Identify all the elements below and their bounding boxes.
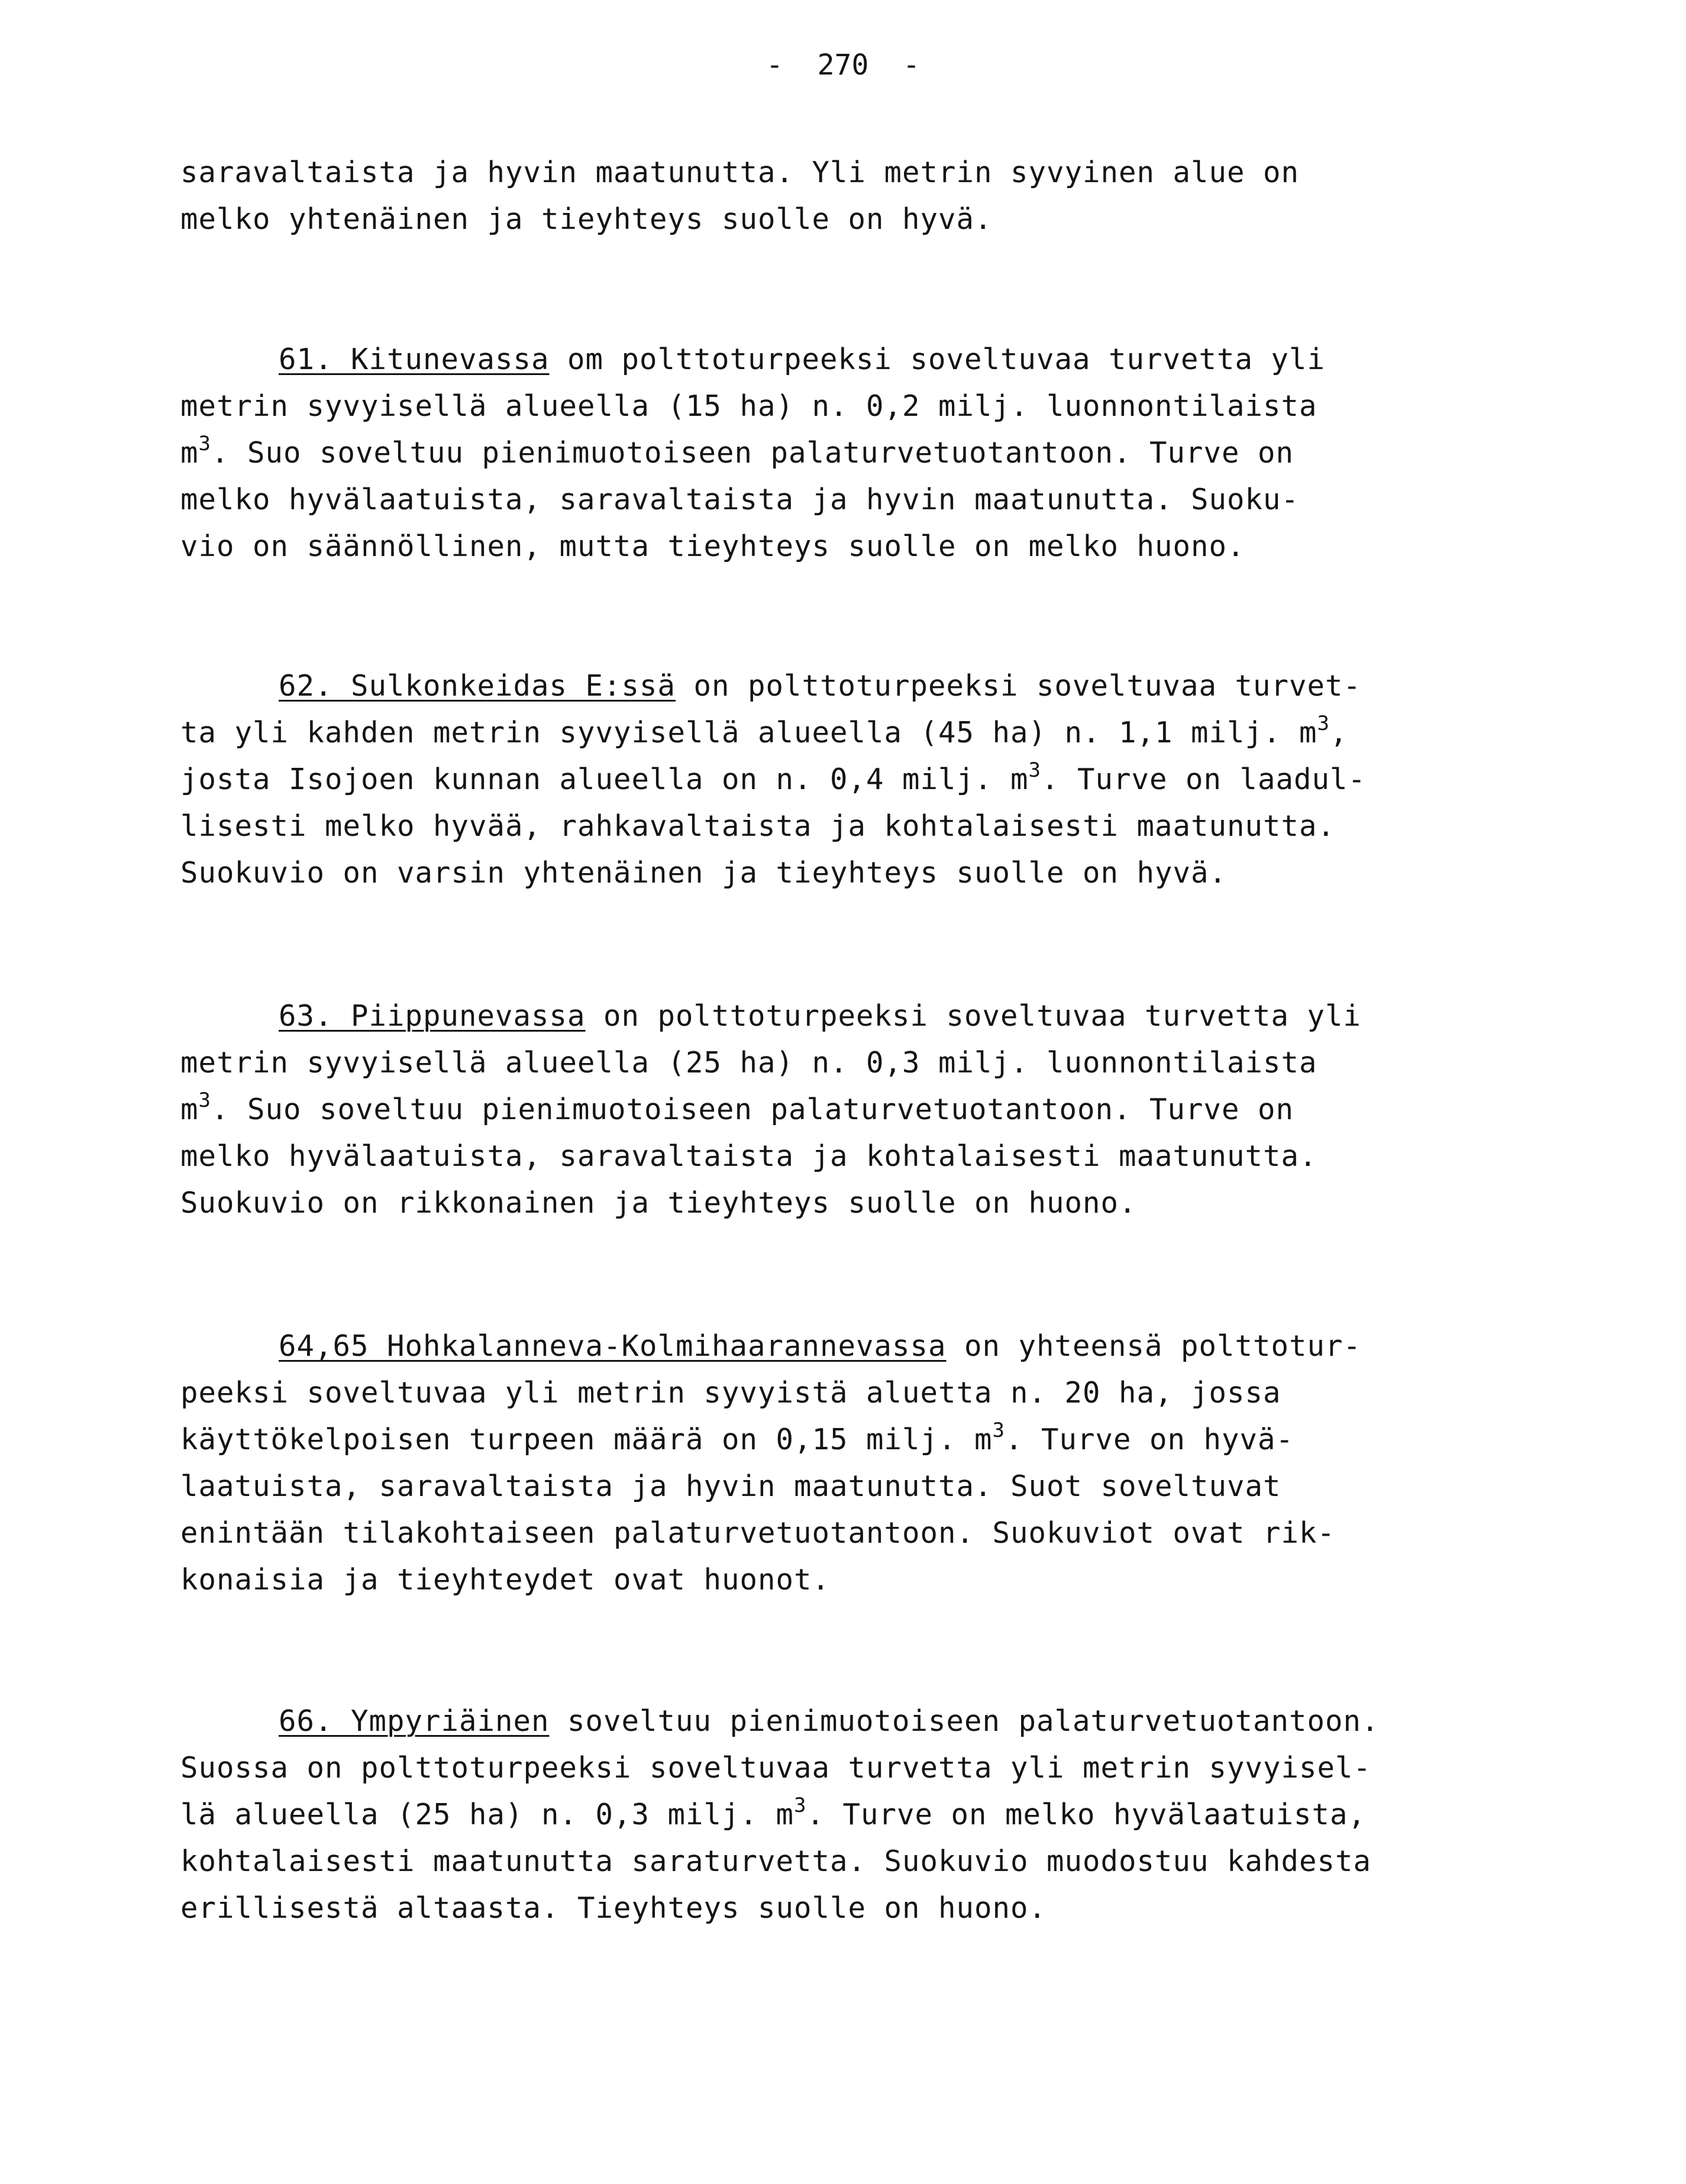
- bog-heading: 66. Ympyriäinen: [279, 1704, 550, 1738]
- line-text: laatuista, saravaltaista ja hyvin maatunutta. Suot soveltuvat: [180, 1469, 1281, 1503]
- text-line: [180, 1556, 1506, 1603]
- line-text: Suokuvio on rikkonainen ja tieyhteys suolle on huono.: [180, 1186, 1137, 1220]
- line-text: käyttökelpoisen turpeen määrä on 0,15 milj. m: [180, 1423, 993, 1456]
- paragraph: [180, 336, 1506, 570]
- text-line: [180, 993, 1506, 1039]
- paragraph: [180, 663, 1506, 896]
- text-line: [180, 1791, 1506, 1838]
- page-number: - 270 -: [766, 49, 920, 82]
- text-line: [180, 429, 1506, 476]
- line-text: konaisia ja tieyhteydet ovat huonot.: [180, 1563, 831, 1597]
- superscript-exponent: 3: [198, 1088, 211, 1112]
- bog-heading: 61. Kitunevassa: [279, 343, 550, 376]
- text-line: [180, 383, 1506, 429]
- text-line: [180, 196, 1506, 243]
- line-text: metrin syvyisellä alueella (15 ha) n. 0,2 milj. luonnontilaista: [180, 389, 1317, 423]
- line-text: on yhteensä polttotur-: [946, 1329, 1362, 1363]
- text-line: [180, 803, 1506, 849]
- superscript-exponent: 3: [1317, 711, 1330, 735]
- line-text: metrin syvyisellä alueella (25 ha) n. 0,3 milj. luonnontilaista: [180, 1046, 1317, 1080]
- text-line: [180, 523, 1506, 570]
- line-text: lisesti melko hyvää, rahkavaltaista ja kohtalaisesti maatunutta.: [180, 809, 1336, 843]
- text-line: [180, 1369, 1506, 1416]
- line-text: m: [180, 1093, 199, 1126]
- line-text: josta Isojoen kunnan alueella on n. 0,4 milj. m: [180, 763, 1029, 796]
- line-text: m: [180, 436, 199, 470]
- line-text: vio on säännöllinen, mutta tieyhteys suolle on melko huono.: [180, 529, 1245, 563]
- line-text: . Suo soveltuu pienimuotoiseen palaturvetuotantoon. Turve on: [211, 1093, 1294, 1126]
- paragraph: [180, 1698, 1506, 1931]
- line-text: peeksi soveltuvaa yli metrin syvyistä aluetta n. 20 ha, jossa: [180, 1376, 1281, 1410]
- line-text: om polttoturpeeksi soveltuvaa turvetta yli: [549, 343, 1326, 376]
- text-line: [180, 1086, 1506, 1133]
- text-line: [180, 476, 1506, 523]
- superscript-exponent: 3: [992, 1418, 1006, 1442]
- line-text: Suokuvio on varsin yhtenäinen ja tieyhteys suolle on hyvä.: [180, 856, 1228, 890]
- text-line: [180, 1885, 1506, 1931]
- text-line: [180, 1510, 1506, 1556]
- text-line: [180, 1744, 1506, 1791]
- paragraph: [180, 993, 1506, 1226]
- text-line: [180, 1838, 1506, 1885]
- bog-heading: 64,65 Hohkalanneva-Kolmihaarannevassa: [279, 1329, 947, 1363]
- text-line: [180, 1416, 1506, 1463]
- line-text: ta yli kahden metrin syvyisellä alueella (45 ha) n. 1,1 milj. m: [180, 716, 1317, 749]
- line-text: enintään tilakohtaiseen palaturvetuotantoon. Suokuviot ovat rik-: [180, 1516, 1336, 1550]
- paragraph: [180, 149, 1506, 243]
- line-text: kohtalaisesti maatunutta saraturvetta. Suokuvio muodostuu kahdesta: [180, 1844, 1372, 1878]
- text-line: [180, 1463, 1506, 1510]
- text-line: [180, 756, 1506, 803]
- line-text: . Turve on melko hyvälaatuista,: [806, 1798, 1367, 1831]
- superscript-exponent: 3: [198, 431, 211, 455]
- text-line: [180, 336, 1506, 383]
- line-text: on polttoturpeeksi soveltuvaa turvetta yli: [585, 999, 1362, 1033]
- superscript-exponent: 3: [794, 1793, 807, 1817]
- line-text: soveltuu pienimuotoiseen palaturvetuotantoon.: [549, 1704, 1380, 1738]
- text-line: [180, 1698, 1506, 1744]
- line-text: . Suo soveltuu pienimuotoiseen palaturvetuotantoon. Turve on: [211, 436, 1294, 470]
- line-text: ,: [1330, 716, 1348, 749]
- line-text: Suossa on polttoturpeeksi soveltuvaa turvetta yli metrin syvyisel-: [180, 1751, 1372, 1785]
- text-line: [180, 709, 1506, 756]
- text-line: [180, 149, 1506, 196]
- line-text: . Turve on laadul-: [1041, 763, 1367, 796]
- line-text: saravaltaista ja hyvin maatunutta. Yli metrin syvyinen alue on: [180, 156, 1300, 189]
- bog-heading: 63. Piippunevassa: [279, 999, 586, 1033]
- superscript-exponent: 3: [1028, 758, 1042, 782]
- bog-heading: 62. Sulkonkeidas E:ssä: [279, 669, 676, 703]
- paragraph: [180, 1323, 1506, 1603]
- text-line: [180, 1039, 1506, 1086]
- line-text: lä alueella (25 ha) n. 0,3 milj. m: [180, 1798, 794, 1831]
- line-text: erillisestä altaasta. Tieyhteys suolle on huono.: [180, 1891, 1047, 1925]
- line-text: melko yhtenäinen ja tieyhteys suolle on hyvä.: [180, 202, 993, 236]
- text-line: [180, 663, 1506, 709]
- line-text: melko hyvälaatuista, saravaltaista ja hyvin maatunutta. Suoku-: [180, 483, 1300, 516]
- text-line: [180, 849, 1506, 896]
- text-line: [180, 1180, 1506, 1226]
- line-text: on polttoturpeeksi soveltuvaa turvet-: [676, 669, 1362, 703]
- text-line: [180, 1133, 1506, 1180]
- text-line: [180, 1323, 1506, 1369]
- line-text: . Turve on hyvä-: [1005, 1423, 1294, 1456]
- line-text: melko hyvälaatuista, saravaltaista ja kohtalaisesti maatunutta.: [180, 1139, 1317, 1173]
